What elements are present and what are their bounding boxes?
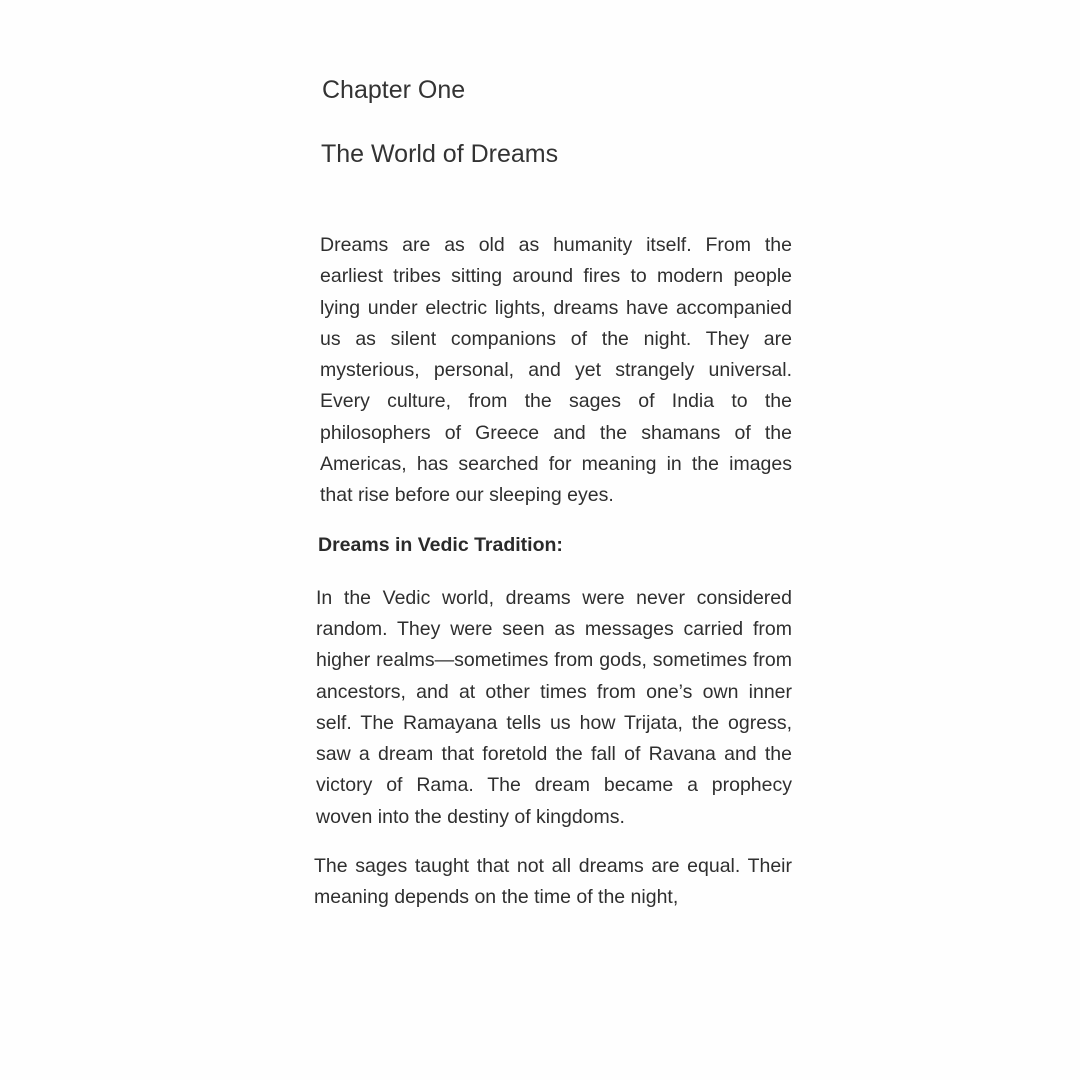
text-column [316,72,792,914]
chapter-title: The World of Dreams [321,140,559,168]
sages-paragraph: The sages taught that not all dreams are equal. Their meaning depends on the time of the night, [314,855,792,909]
intro-paragraph: Dreams are as old as humanity itself. From the earliest tribes sitting around fires to modern people lying under electric lights, dreams have accompanied us as silent companions of the night. They are mysterious, personal, and yet strangely universal. Every culture, from the sages of India to the philosophers of Greece and the shamans of the Americas, has searched for meaning in the images that rise before our sleeping eyes. [320,234,792,507]
vedic-paragraph: In the Vedic world, dreams were never considered random. They were seen as messages carried from higher realms—sometimes from gods, sometimes from ancestors, and at other times from one’s own inner self. The Ramayana tells us how Trijata, the ogress, saw a dream that foretold the fall of Ravana and the victory of Rama. The dream became a prophecy woven into the destiny of kingdoms. [316,586,792,828]
section-heading: Dreams in Vedic Tradition: [318,533,563,556]
chapter-label: Chapter One [322,76,466,104]
